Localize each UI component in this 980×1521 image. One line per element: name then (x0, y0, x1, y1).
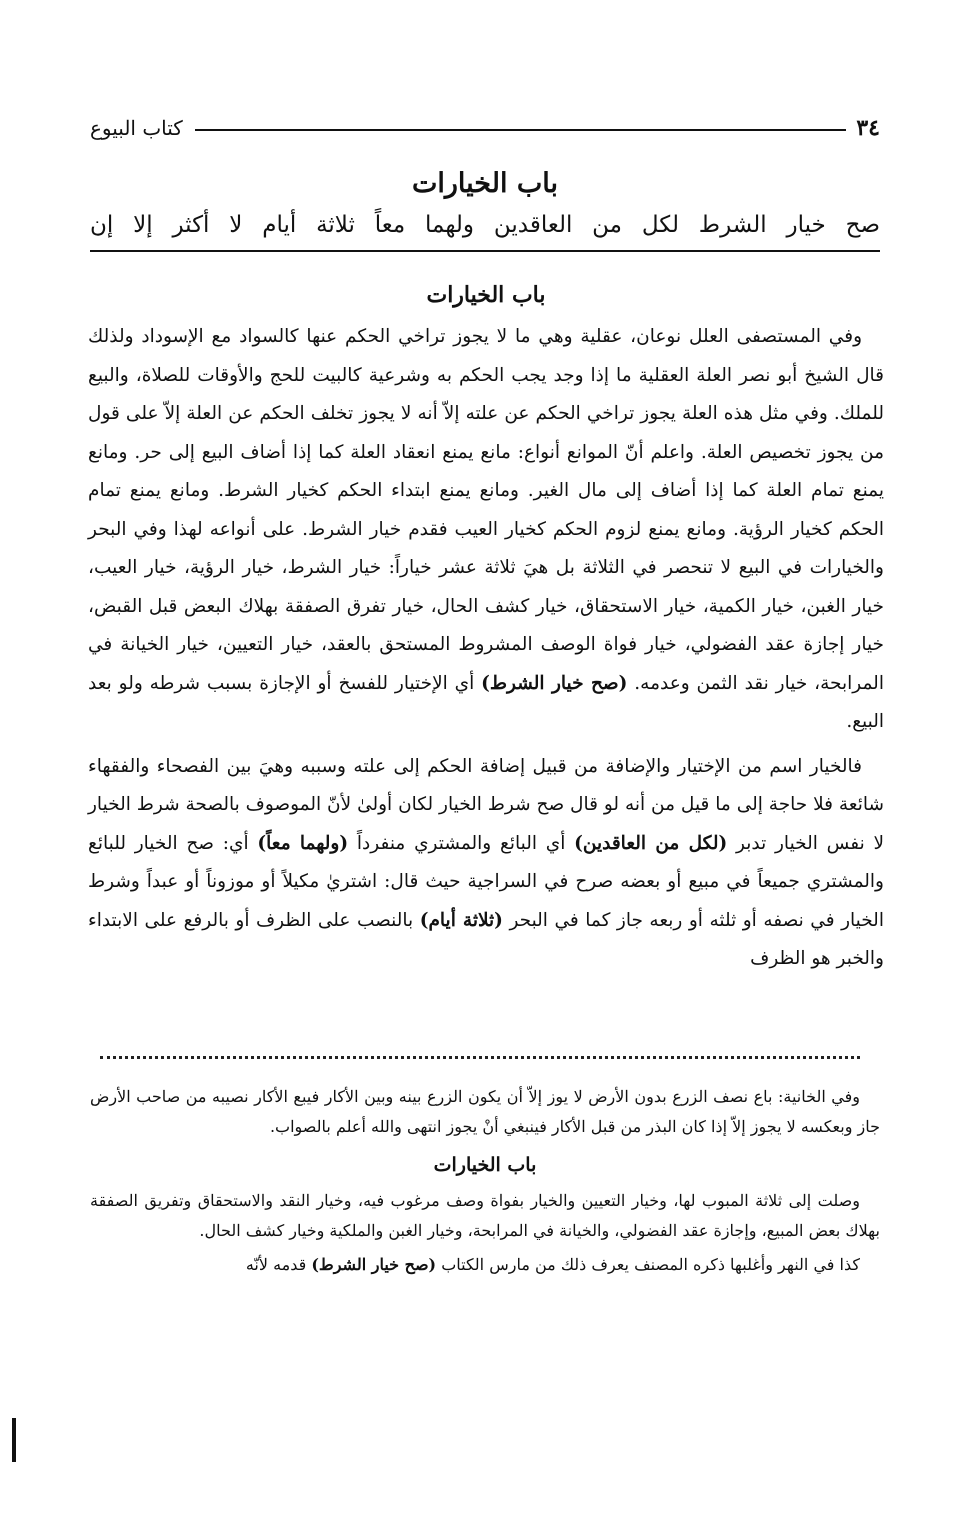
footnote-paragraph-1: وفي الخانية: باع نصف الزرع بدون الأرض لا يوز إلاّ أن يكون الزرع بينه وبين الأكار فيبع الأكار نصيبه من صاحب الأرض جاز وبعكسه لا يجوز إلاّ إذا كان البذر من قبل الأكار فينبغي أنْ يجوز انتهى والله أعلم بالصواب. (90, 1087, 880, 1136)
commentary-heading: باب الخيارات (426, 282, 546, 308)
quoted-matn: (صح خيار الشرط) (481, 672, 628, 694)
quoted-matn: (لكل من العاقدين) (574, 832, 728, 854)
commentary (88, 282, 884, 985)
running-header (90, 108, 880, 148)
commentary-paragraph-1 (88, 318, 884, 742)
text-run: فالخيار اسم من الإختيار والإضافة من قبيل إضافة الحكم إلى علته وسببه وهيَ بين الفصحاء والفقهاء شائعة فلا حاجة إلى ما قيل من أنه لو قال صح شرط الخيار لكان أولىٰ لأنّ الموصوف بالصحة شرط الخيار لا نفس الخيار تدبر (88, 755, 885, 854)
matn-text: صح خيار الشرط لكل من العاقدين ولهما معاً ثلاثة أيام لا أكثر إلا إن (90, 212, 880, 238)
quoted-matn: (صح خيار الشرط) (311, 1255, 437, 1274)
text-run: بالنصب على الظرف أو بالرفع على الابتداء والخبر هو الظرف (88, 909, 884, 969)
footnotes (90, 1082, 880, 1284)
header-rule (195, 129, 847, 131)
footnote-paragraph-3 (90, 1250, 880, 1280)
book-title: كتاب البيوع (90, 116, 183, 140)
text-run: أي الإختيار للفسخ أو الإجازة بسبب شرطه ولو بعد البيع. (88, 672, 884, 732)
footnote-paragraph-2: وصلت إلى ثلاثة المبوب لها، وخيار التعيين والخيار بفواة وصف مرغوب فيه، وخيار النقد والاستحقاق وتفريق الصفقة بهلاك بعض المبيع، وإجازة عقد الفضولي، والخيانة في المرابحة، وخيار الغبن والملكية وخيار كشف الحال. (90, 1191, 880, 1240)
text-run: أي البائع والمشتري منفرداً (356, 832, 566, 854)
matn-heading: باب الخيارات (411, 168, 559, 199)
quoted-matn: (ثلاثة أيام) (419, 909, 503, 931)
text-run: قدمه لأنّه (245, 1255, 307, 1274)
text-run: كذا في النهر وأغلبها ذكره المصنف يعرف ذلك من مارس الكتاب (441, 1255, 860, 1274)
text-run: وفي المستصفى العلل نوعان، عقلية وهي ما لا يجوز تراخي الحكم عنها كالسواد مع الإسوداد ولذلك قال الشيخ أبو نصر العلة العقلية ما إذا وجد يجب الحكم به وشرعية كالبيت للحج والأوقات للصلاة، والبيع للملك. وفي مثل هذه العلة يجوز تراخي الحكم عن علته إلاّ أنه لا يجوز تخلف الحكم عن العلة إلاّ على قول من يجوز تخصيص العلة. واعلم أنّ الموانع أنواع: مانع يمنع انعقاد العلة كما إذا أضاف البيع إلى حر. ومانع يمنع تمام العلة كما إذا أضاف إلى مال الغير. ومانع يمنع ابتداء الحكم كخيار الشرط. ومانع يمنع تمام الحكم كخيار الرؤية. ومانع يمنع لزوم الحكم كخيار العيب فقدم خيار الشرط. على أنواعه لهذا وفي البحر والخيارات في البيع لا تنحصر في الثلاثة بل هيَ ثلاثة عشر خياراً: خيار الشرط، خيار الرؤية، خيار العيب، خيار الغبن، خيار الكمية، خيار الاستحقاق، خيار كشف الحال، خيار تفرق الصفقة بهلاك البعض قبل القبض، خيار إجازة عقد الفضولي، خيار فواة الوصف المشروط المستحق بالعقد، خيار التعيين، خيار الخيانة في المرابحة، خيار نقد الثمن وعدمه. (88, 326, 884, 694)
margin-mark (12, 1418, 16, 1462)
footnote-separator (100, 1056, 860, 1059)
quoted-matn: (ولهما معاً) (257, 832, 349, 854)
page-number: ٣٤ (856, 115, 880, 141)
text-run: أي: صح الخيار للبائع والمشتري جميعاً في مبيع أو بعضه صرح في السراجية حيث قال: اشتريٰ مكيلاً أو موزوناً أو عبداً وشرط الخيار في نصفه أو ثلثه أو ربعه جاز كما في البحر (88, 832, 884, 931)
matn-divider (90, 250, 880, 252)
commentary-paragraph-2 (88, 748, 884, 979)
footnote-heading: باب الخيارات (433, 1154, 537, 1176)
